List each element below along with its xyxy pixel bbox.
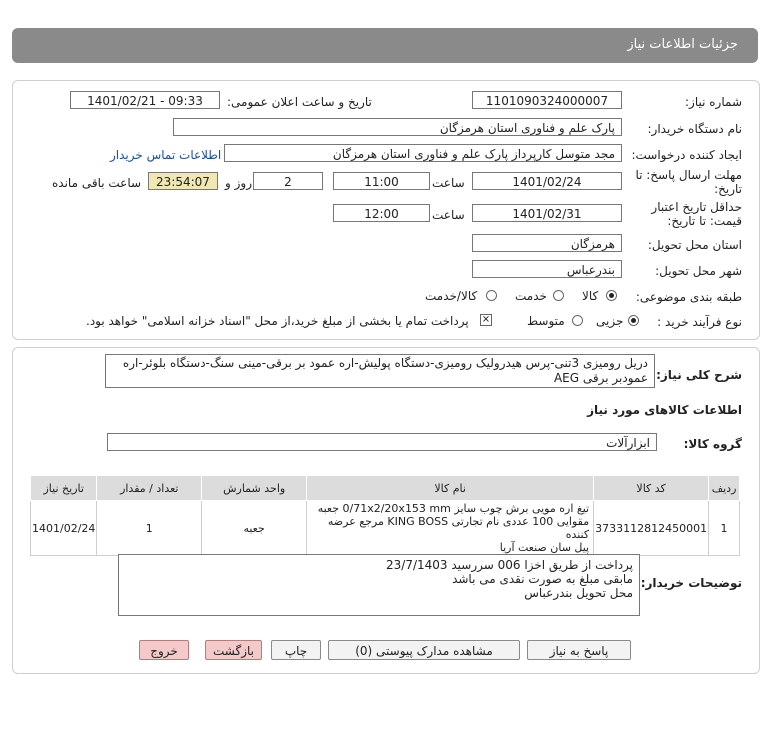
cell-unit: جعبه (202, 501, 307, 556)
page-title: جزئیات اطلاعات نیاز (627, 37, 738, 52)
days-label: روز و (225, 176, 252, 190)
deadline-date-field: 1401/02/24 (472, 172, 622, 190)
goods-group-field: ابزارآلات (107, 433, 657, 451)
back-button[interactable]: بازگشت (205, 640, 262, 660)
buyer-label: نام دستگاه خریدار: (647, 122, 742, 136)
exit-button[interactable]: خروج (139, 640, 189, 660)
deadline-time-label: ساعت (432, 176, 465, 190)
col-row: ردیف (709, 476, 740, 501)
reply-button[interactable]: پاسخ به نیاز (527, 640, 631, 660)
category-option-service: خدمت (515, 289, 547, 303)
items-table-header (31, 476, 740, 501)
general-desc-field (105, 354, 655, 388)
cell-row: 1 (709, 501, 740, 556)
creator-label: ایجاد کننده درخواست: (631, 148, 742, 162)
category-radio-service[interactable] (553, 290, 564, 301)
validity-label-1: حداقل تاریخ اعتبار (651, 200, 742, 214)
items-table (30, 475, 740, 556)
days-field: 2 (253, 172, 323, 190)
need-number-label: شماره نیاز: (685, 95, 742, 109)
col-date: تاریخ نیاز (31, 476, 97, 501)
category-option-goods-service: کالا/خدمت (425, 289, 478, 303)
purchase-option-medium: متوسط (527, 314, 565, 328)
announce-field: 1401/02/21 - 09:33 (70, 91, 220, 109)
general-desc-label: شرح کلی نیاز: (656, 368, 742, 382)
view-attachments-button[interactable]: مشاهده مدارک پیوستی (0) (328, 640, 520, 660)
buyer-notes-line-2: مابقی مبلغ به صورت نقدی می باشد (452, 572, 633, 586)
cell-name-line-3: پیل سان صنعت آریا (499, 541, 590, 554)
creator-field: مجد متوسل کارپرداز پارک علم و فناوری استان هرمزگان (224, 144, 622, 162)
buyer-notes-field (118, 554, 640, 616)
purchase-radio-medium[interactable] (572, 315, 583, 326)
cell-name (307, 501, 594, 556)
goods-info-heading: اطلاعات کالاهای مورد نیاز (587, 403, 742, 417)
col-code: کد کالا (594, 476, 709, 501)
validity-date-field: 1401/02/31 (472, 204, 622, 222)
buyer-field: پارک علم و فناوری استان هرمزگان (173, 118, 622, 136)
col-name: نام کالا (307, 476, 594, 501)
city-field: بندرعباس (472, 260, 622, 278)
category-label: طبقه بندی موضوعی: (635, 290, 742, 304)
treasury-checkbox[interactable]: ⨯ (481, 314, 491, 325)
print-button[interactable]: چاپ (271, 640, 321, 660)
need-number-field: 1101090324000007 (472, 91, 622, 109)
buyer-notes-line-3: محل تحویل بندرعباس (524, 586, 633, 600)
validity-label-2: قیمت: تا تاریخ: (667, 214, 742, 228)
announce-label: تاریخ و ساعت اعلان عمومی: (227, 95, 372, 109)
deadline-time-field: 11:00 (333, 172, 430, 190)
province-label: استان محل تحویل: (647, 238, 742, 252)
category-option-goods: کالا (582, 289, 599, 303)
cell-qty: 1 (97, 501, 202, 556)
page-header (12, 28, 758, 63)
validity-time-label: ساعت (432, 208, 465, 222)
category-radio-goods-service[interactable] (486, 290, 497, 301)
purchase-option-minor: جزیی (596, 314, 624, 328)
buyer-notes-label: توضیحات خریدار: (640, 576, 742, 590)
cell-name-line-1: تیغ اره مویی برش چوب سایز 0/71x2/20x153 mm جعبه (317, 502, 590, 515)
remaining-time-field: 23:54:07 (148, 172, 218, 190)
deadline-label-2: تاریخ: (714, 182, 742, 196)
general-desc-line-1: دریل رومیزی 3تنی-پرس هیدرولیک رومیزی-دستگاه پولیش-اره عمود بر برقی-مینی سنگ-دستگاه بلوئر-اره (122, 356, 648, 370)
col-qty: تعداد / مقدار (97, 476, 202, 501)
cell-date: 1401/02/24 (31, 501, 97, 556)
purchase-radio-minor[interactable] (628, 315, 639, 326)
table-row (31, 501, 740, 556)
validity-time-field: 12:00 (333, 204, 430, 222)
contact-buyer-link[interactable]: اطلاعات تماس خریدار (110, 148, 222, 162)
buyer-notes-line-1: پرداخت از طریق اخزا 006 سررسید 23/7/1403 (386, 558, 633, 572)
purchase-label: نوع فرآیند خرید : (657, 315, 742, 329)
cell-code: 3733112812450001 (594, 501, 709, 556)
general-desc-line-2: عمودبر برقی AEG (553, 371, 648, 385)
city-label: شهر محل تحویل: (655, 264, 742, 278)
treasury-note: پرداخت تمام یا بخشی از مبلغ خرید،از محل "اسناد خزانه اسلامی" خواهد بود. (86, 314, 469, 328)
deadline-label-1: مهلت ارسال پاسخ: تا (635, 168, 742, 182)
cell-name-line-2: مقوایی 100 عددی نام تجارتی KING BOSS مرجع عرضه کننده (327, 515, 590, 541)
col-unit: واحد شمارش (202, 476, 307, 501)
category-radio-goods[interactable] (606, 290, 617, 301)
province-field: هرمزگان (472, 234, 622, 252)
remaining-label: ساعت باقی مانده (52, 176, 142, 190)
goods-group-label: گروه کالا: (683, 437, 742, 451)
